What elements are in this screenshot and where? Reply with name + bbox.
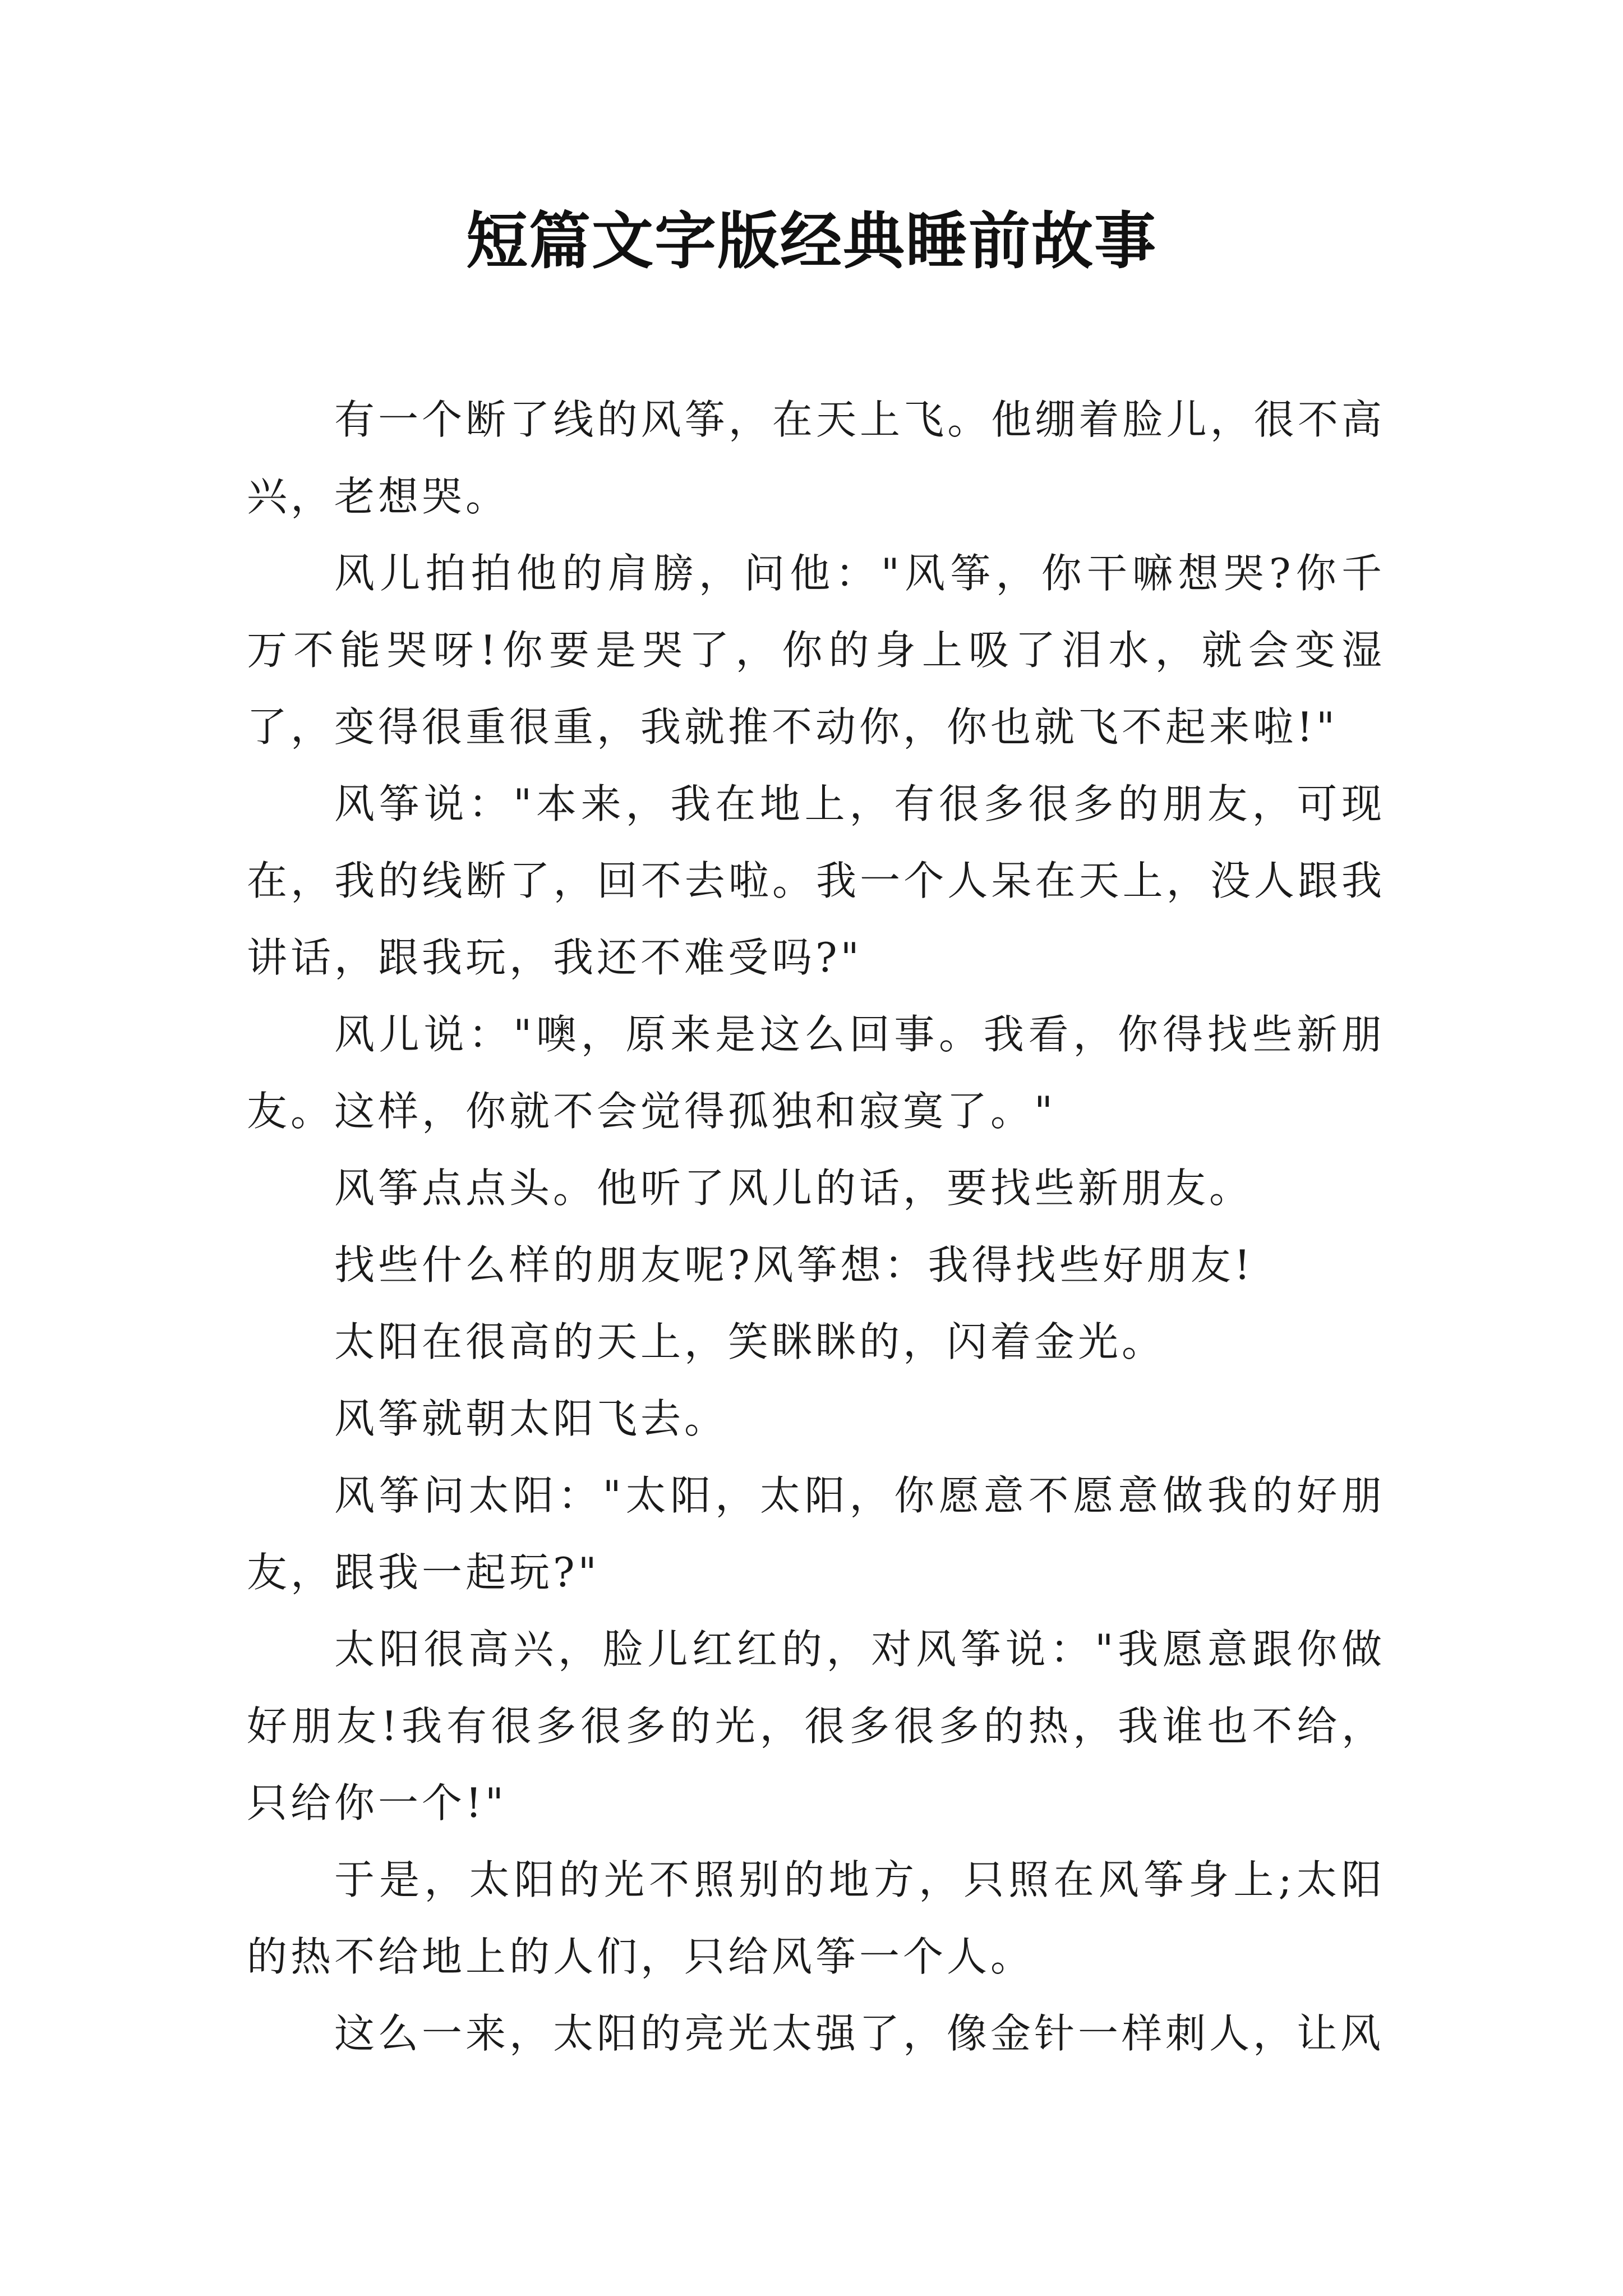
paragraph: 风儿拍拍他的肩膀，问他："风筝，你干嘛想哭?你千万不能哭呀!你要是哭了，你的身上吸了泪水，就会变湿了，变得很重很重，我就推不动你，你也就飞不起来啦!" <box>247 550 1385 751</box>
paragraph: 于是，太阳的光不照别的地方，只照在风筝身上;太阳的热不给地上的人们，只给风筝一个人。 <box>247 1856 1385 1980</box>
paragraph: 太阳在很高的天上，笑眯眯的，闪着金光。 <box>334 1318 1166 1365</box>
paragraph: 这么一来，太阳的亮光太强了，像金针一样刺人，让风 <box>334 2010 1385 2057</box>
story-body <box>247 381 1385 2072</box>
paragraph: 太阳很高兴，脸儿红红的，对风筝说："我愿意跟你做好朋友!我有很多很多的光，很多很多的热，我谁也不给，只给你一个!" <box>247 1626 1385 1826</box>
paragraph: 风筝说："本来，我在地上，有很多很多的朋友，可现在，我的线断了，回不去啦。我一个人呆在天上，没人跟我讲话，跟我玩，我还不难受吗?" <box>247 780 1385 981</box>
document-title: 短篇文字版经典睡前故事 <box>466 205 1157 277</box>
paragraph: 风筝点点头。他听了风儿的话，要找些新朋友。 <box>334 1165 1253 1212</box>
paragraph: 有一个断了线的风筝，在天上飞。他绷着脸儿，很不高兴，老想哭。 <box>247 396 1385 520</box>
paragraph: 风筝问太阳："太阳，太阳，你愿意不愿意做我的好朋友，跟我一起玩?" <box>247 1472 1385 1596</box>
paragraph: 风筝就朝太阳飞去。 <box>334 1395 728 1442</box>
paragraph: 找些什么样的朋友呢?风筝想：我得找些好朋友! <box>334 1241 1254 1289</box>
paragraph: 风儿说："噢，原来是这么回事。我看，你得找些新朋友。这样，你就不会觉得孤独和寂寞了。" <box>247 1011 1385 1135</box>
